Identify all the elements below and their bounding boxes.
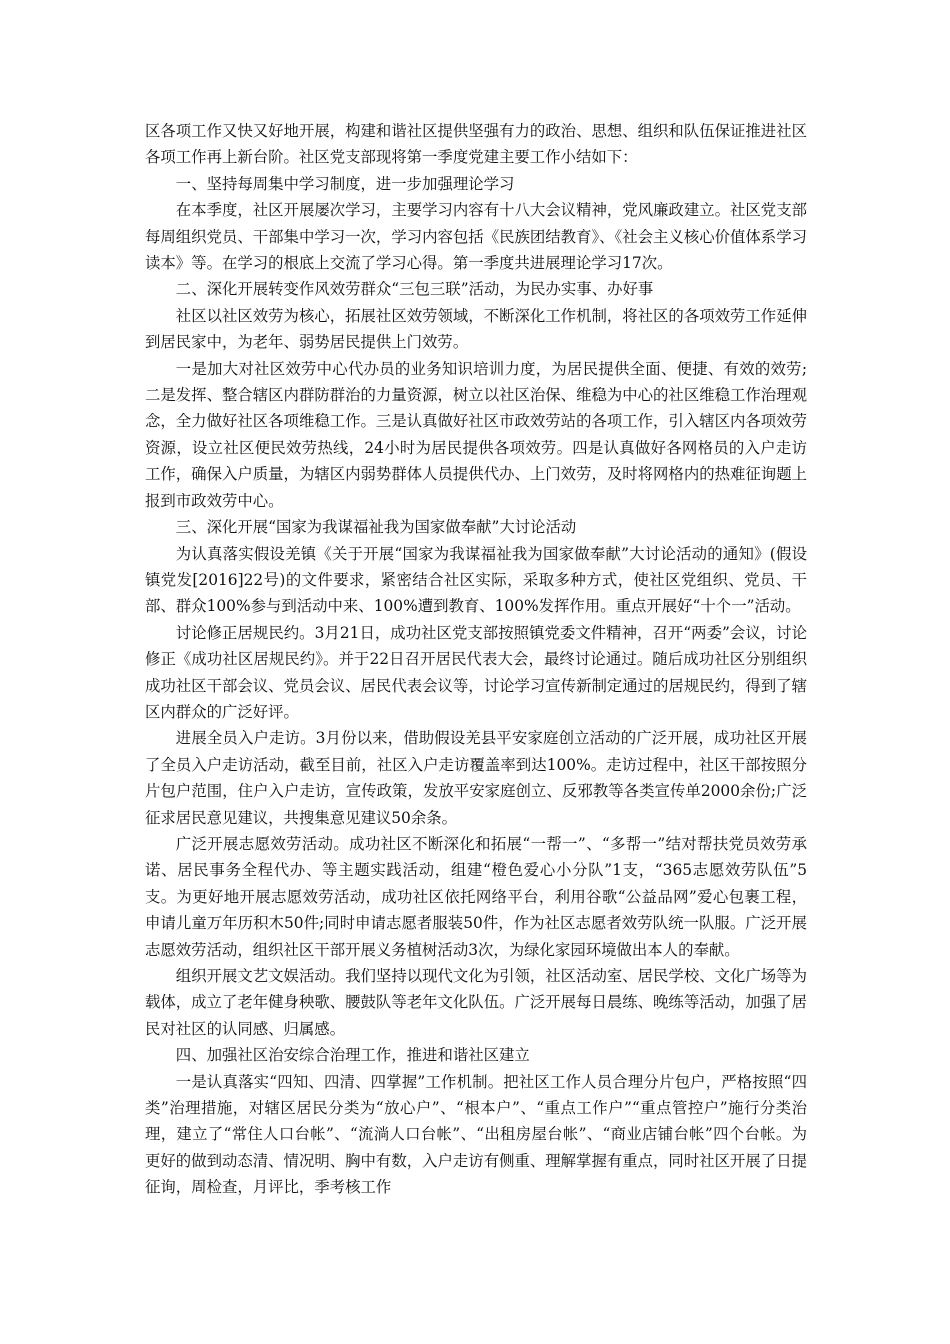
document-page — [145, 118, 807, 1201]
body-paragraph: 进展全员入户走访。3月份以来，借助假设羌县平安家庭创立活动的广泛开展，成功社区开展了全员入户走访活动，截至目前，社区入户走访覆盖率到达100%。走访过程中，社区干部按照分片包户范围，住户入户走访，宣传政策，发放平安家庭创立、反邪教等各类宣传单2000余份;广泛征求居民意见建议，共搜集意见建议50余条。 — [145, 729, 807, 827]
body-paragraph: 组织开展文艺文娱活动。我们坚持以现代文化为引领，社区活动室、居民学校、文化广场等为载体，成立了老年健身秧歌、腰鼓队等老年文化队伍。广泛开展每日晨练、晚练等活动，加强了居民对社区的认同感、归属感。 — [145, 967, 807, 1038]
body-paragraph: 在本季度，社区开展屡次学习，主要学习内容有十八大会议精神，党风廉政建立。社区党支部每周组织党员、干部集中学习一次，学习内容包括《民族团结教育》、《社会主义核心价值体系学习读本》等。在学习的根底上交流了学习心得。第一季度共进展理论学习17次。 — [145, 201, 807, 273]
section-heading-1: 一、坚持每周集中学习制度，进一步加强理论学习 — [175, 174, 515, 193]
paragraph-continued: 区各项工作又快又好地开展，构建和谐社区提供坚强有力的政治、思想、组织和队伍保证推进社区各项工作再上新台阶。社区党支部现将第一季度党建主要工作小结如下： — [145, 122, 807, 167]
section-heading-3: 三、深化开展“国家为我谋福祉我为国家做奉献”大讨论活动 — [175, 518, 577, 537]
section-heading-2: 二、深化开展转变作风效劳群众“三包三联”活动，为民办实事、办好事 — [175, 280, 654, 299]
body-paragraph: 为认真落实假设羌镇《关于开展“国家为我谋福祉我为国家做奉献”大讨论活动的通知》(假设镇党发[2016]22号)的文件要求，紧密结合社区实际，采取多种方式，使社区党组织、党员、干部、群众100%参与到活动中来、100%遭到教育、100%发挥作用。重点开展好“十个一”活动。 — [145, 544, 807, 616]
body-paragraph: 广泛开展志愿效劳活动。成功社区不断深化和拓展“一帮一”、“多帮一”结对帮扶党员效劳承诺、居民事务全程代办、等主题实践活动，组建“橙色爱心小分队”1支，“365志愿效劳队伍”5支。为更好地开展志愿效劳活动，成功社区依托网络平台，利用谷歌“公益品网”爱心包裹工程，申请儿童万年历积木50件;同时申请志愿者服装50件，作为社区志愿者效劳队统一队服。广泛开展志愿效劳活动，组织社区干部开展义务植树活动3次，为绿化家园环境做出本人的奉献。 — [145, 834, 807, 959]
body-paragraph: 一是加大对社区效劳中心代办员的业务知识培训力度，为居民提供全面、便捷、有效的效劳;二是发挥、整合辖区内群防群治的力量资源，树立以社区治保、维稳为中心的社区维稳工作治理观念，全力做好社区各项维稳工作。三是认真做好社区市政效劳站的各项工作，引入辖区内各项效劳资源，设立社区便民效劳热线，24小时为居民提供各项效劳。四是认真做好各网格员的入户走访工作，确保入户质量，为辖区内弱势群体人员提供代办、上门效劳，及时将网格内的热难征询题上报到市政效劳中心。 — [145, 359, 807, 510]
body-paragraph: 讨论修正居规民约。3月21日，成功社区党支部按照镇党委文件精神，召开“两委”会议，讨论修正《成功社区居规民约》。并于22日召开居民代表大会，最终讨论通过。随后成功社区分别组织成功社区干部会议、党员会议、居民代表会议等，讨论学习宣传新制定通过的居规民约，得到了辖区内群众的广泛好评。 — [145, 623, 807, 721]
body-paragraph: 社区以社区效劳为核心，拓展社区效劳领域，不断深化工作机制，将社区的各项效劳工作延伸到居民家中，为老年、弱势居民提供上门效劳。 — [145, 306, 807, 352]
section-heading-4: 四、加强社区治安综合治理工作，推进和谐社区建立 — [175, 1046, 530, 1065]
body-paragraph: 一是认真落实“四知、四清、四掌握”工作机制。把社区工作人员合理分片包户，严格按照“四类”治理措施，对辖区居民分类为“放心户”、“根本户”、“重点工作户”“重点管控户”施行分类治理，建立了“常住人口台帐”、“流淌人口台帐”、“出租房屋台帐”、“商业店铺台帐”四个台帐。为更好的做到动态清、情况明、胸中有数，入户走访有侧重、理解掌握有重点，同时社区开展了日提征询，周检查，月评比，季考核工作 — [145, 1072, 807, 1197]
